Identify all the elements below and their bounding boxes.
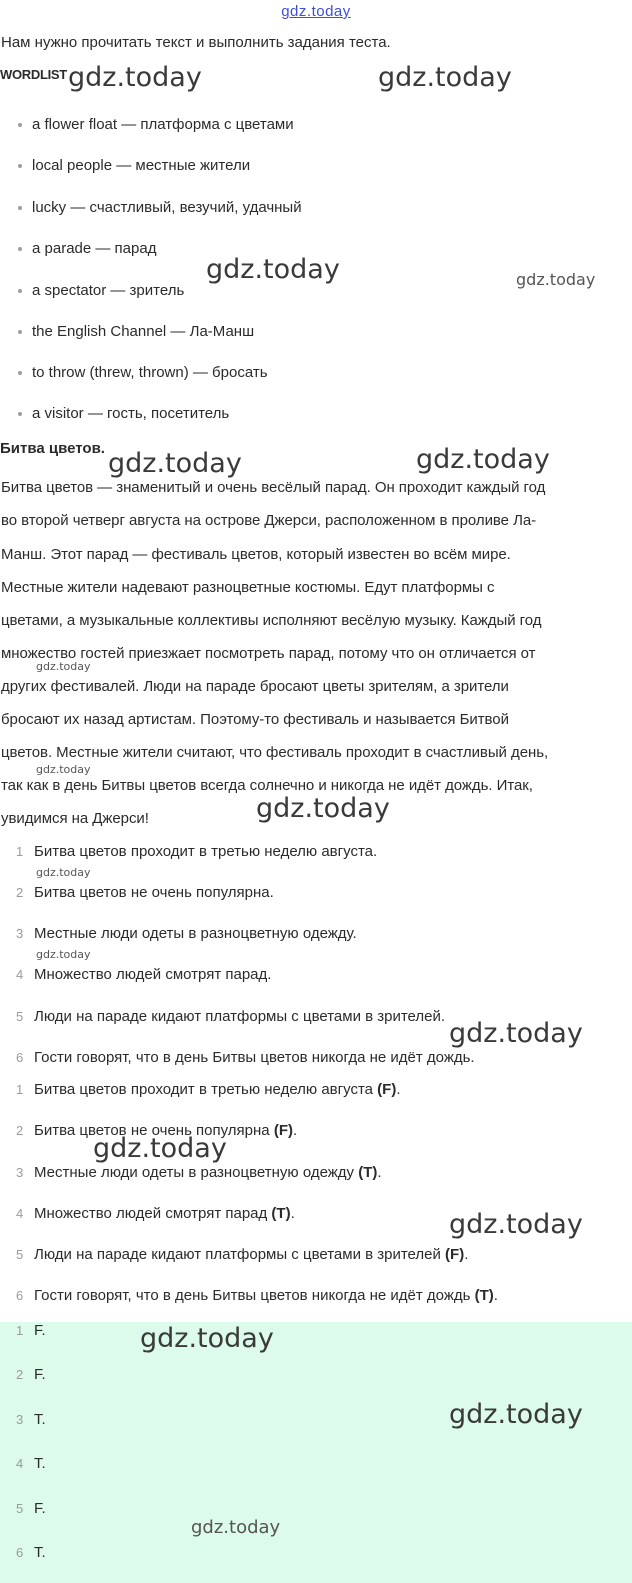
story-line: Манш. Этот парад — фестиваль цветов, который известен во всём мире. xyxy=(1,546,511,563)
site-title-link[interactable]: gdz.today xyxy=(281,3,351,20)
answer-text: F. xyxy=(34,1500,46,1517)
story-line: Битва цветов — знаменитый и очень весёлый парад. Он проходит каждый год xyxy=(1,479,546,496)
wordlist-item-text: to throw (threw, thrown) — бросать xyxy=(32,364,268,381)
question-item xyxy=(16,966,271,983)
story-line: так как в день Битвы цветов всегда солнечно и никогда не идёт дождь. Итак, xyxy=(1,777,533,794)
story-title: Битва цветов. xyxy=(0,440,105,457)
answer-panel xyxy=(0,1322,632,1583)
watermark: gdz.today xyxy=(93,1133,227,1164)
bullet-icon xyxy=(18,164,22,168)
story-line: бросают их назад артистам. Поэтому-то фестиваль и называется Битвой xyxy=(1,711,509,728)
punctuation: . xyxy=(464,1246,469,1263)
item-number: 4 xyxy=(16,967,24,982)
item-number: 1 xyxy=(16,1323,24,1338)
item-number: 1 xyxy=(16,844,24,859)
wordlist-item xyxy=(18,323,254,340)
item-number: 2 xyxy=(16,885,24,900)
question-text: Битва цветов не очень популярна. xyxy=(34,884,274,901)
answer-text: T. xyxy=(34,1544,46,1561)
item-number: 3 xyxy=(16,1165,24,1180)
answer-text: F. xyxy=(34,1366,46,1383)
answer-text: T. xyxy=(34,1411,46,1428)
answer-item xyxy=(16,1366,46,1383)
item-number: 4 xyxy=(16,1206,24,1221)
bullet-icon xyxy=(18,247,22,251)
watermark: gdz.today xyxy=(36,948,91,961)
story-line: других фестивалей. Люди на параде бросают цветы зрителям, а зрители xyxy=(1,678,509,695)
item-number: 1 xyxy=(16,1082,24,1097)
story-line: множество гостей приезжает посмотреть парад, потому что он отличается от xyxy=(1,645,536,662)
item-number: 6 xyxy=(16,1288,24,1303)
question-item xyxy=(16,843,377,860)
marked-text: Битва цветов проходит в третью неделю августа xyxy=(34,1081,378,1098)
bullet-icon xyxy=(18,412,22,416)
answer-text: F. xyxy=(34,1322,46,1339)
punctuation: . xyxy=(396,1081,401,1098)
tf-mark: (T) xyxy=(358,1164,378,1181)
story-line: Местные жители надевают разноцветные костюмы. Едут платформы с xyxy=(1,579,495,596)
answer-item xyxy=(16,1544,46,1561)
question-text: Гости говорят, что в день Битвы цветов никогда не идёт дождь. xyxy=(34,1049,475,1066)
wordlist-item-text: a flower float — платформа с цветами xyxy=(32,116,294,133)
wordlist-item xyxy=(18,282,184,299)
watermark: gdz.today xyxy=(108,448,242,479)
punctuation: . xyxy=(377,1164,382,1181)
marked-item xyxy=(16,1246,468,1263)
answer-text: T. xyxy=(34,1455,46,1472)
bullet-icon xyxy=(18,330,22,334)
tf-mark: (T) xyxy=(474,1287,494,1304)
item-number: 6 xyxy=(16,1050,24,1065)
tf-mark: (F) xyxy=(445,1246,465,1263)
watermark: gdz.today xyxy=(449,1209,583,1240)
wordlist-item xyxy=(18,199,302,216)
story-line: цветов. Местные жители считают, что фестиваль проходит в счастливый день, xyxy=(1,744,549,761)
bullet-icon xyxy=(18,206,22,210)
marked-text: Множество людей смотрят парад xyxy=(34,1205,272,1222)
wordlist-item xyxy=(18,116,294,133)
wordlist-item-text: the English Channel — Ла-Манш xyxy=(32,323,255,340)
wordlist-item xyxy=(18,240,156,257)
answer-item xyxy=(16,1500,46,1517)
punctuation: . xyxy=(292,1122,298,1139)
item-number: 3 xyxy=(16,1412,24,1427)
item-number: 5 xyxy=(16,1247,24,1262)
watermark: gdz.today xyxy=(449,1018,583,1049)
bullet-icon xyxy=(18,371,22,375)
item-number: 2 xyxy=(16,1367,24,1382)
wordlist-item-text: lucky — счастливый, везучий, удачный xyxy=(32,199,302,216)
question-text: Битва цветов проходит в третью неделю августа. xyxy=(34,843,378,860)
item-number: 2 xyxy=(16,1123,24,1138)
marked-item xyxy=(16,1081,400,1098)
question-item xyxy=(16,1049,475,1066)
watermark: gdz.today xyxy=(256,793,390,824)
item-number: 3 xyxy=(16,926,24,941)
answer-item xyxy=(16,1455,46,1472)
question-item xyxy=(16,884,274,901)
watermark: gdz.today xyxy=(516,270,596,289)
answer-item xyxy=(16,1411,46,1428)
question-item xyxy=(16,1008,445,1025)
story-line: во второй четверг августа на острове Джерси, расположенном в проливе Ла- xyxy=(1,512,537,529)
tf-mark: (F) xyxy=(377,1081,397,1098)
watermark: gdz.today xyxy=(68,62,202,93)
story-line: увидимся на Джерси! xyxy=(1,810,149,827)
marked-item xyxy=(16,1287,498,1304)
wordlist-item-text: a spectator — зритель xyxy=(32,282,185,299)
question-text: Местные люди одеты в разноцветную одежду. xyxy=(34,925,357,942)
watermark: gdz.today xyxy=(416,444,550,475)
wordlist-item-text: a visitor — гость, посетитель xyxy=(32,405,230,422)
tf-mark: (T) xyxy=(271,1205,291,1222)
marked-item xyxy=(16,1205,295,1222)
item-number: 6 xyxy=(16,1545,24,1560)
watermark: gdz.today xyxy=(140,1323,274,1354)
watermark: gdz.today xyxy=(206,254,340,285)
watermark: gdz.today xyxy=(36,866,91,879)
watermark: gdz.today xyxy=(36,763,91,776)
wordlist-heading: WORDLIST xyxy=(0,67,67,82)
marked-text: Люди на параде кидают платформы с цветами в зрителей xyxy=(34,1246,446,1263)
punctuation: . xyxy=(493,1287,498,1304)
marked-item xyxy=(16,1164,382,1181)
story-line: цветами, а музыкальные коллективы исполняют весёлую музыку. Каждый год xyxy=(1,612,542,629)
watermark: gdz.today xyxy=(191,1517,281,1538)
watermark: gdz.today xyxy=(378,62,512,93)
watermark: gdz.today xyxy=(449,1399,583,1430)
item-number: 5 xyxy=(16,1009,24,1024)
punctuation: . xyxy=(290,1205,295,1222)
marked-text: Гости говорят, что в день Битвы цветов никогда не идёт дождь xyxy=(34,1287,475,1304)
watermark: gdz.today xyxy=(36,660,91,673)
question-text: Люди на параде кидают платформы с цветами в зрителей. xyxy=(34,1008,446,1025)
wordlist-item xyxy=(18,157,250,174)
answer-item xyxy=(16,1322,46,1339)
wordlist-item xyxy=(18,364,268,381)
wordlist-item xyxy=(18,405,229,422)
wordlist-item-text: local people — местные жители xyxy=(32,157,251,174)
question-text: Множество людей смотрят парад. xyxy=(34,966,272,983)
item-number: 4 xyxy=(16,1456,24,1471)
wordlist-item-text: a parade — парад xyxy=(32,240,157,257)
marked-text: Битва цветов не очень популярна xyxy=(34,1122,274,1139)
marked-text: Местные люди одеты в разноцветную одежду xyxy=(34,1164,359,1181)
item-number: 5 xyxy=(16,1501,24,1516)
task-intro: Нам нужно прочитать текст и выполнить задания теста. xyxy=(1,34,391,51)
bullet-icon xyxy=(18,123,22,127)
question-item xyxy=(16,925,357,942)
bullet-icon xyxy=(18,289,22,293)
tf-mark: (F) xyxy=(273,1122,293,1139)
